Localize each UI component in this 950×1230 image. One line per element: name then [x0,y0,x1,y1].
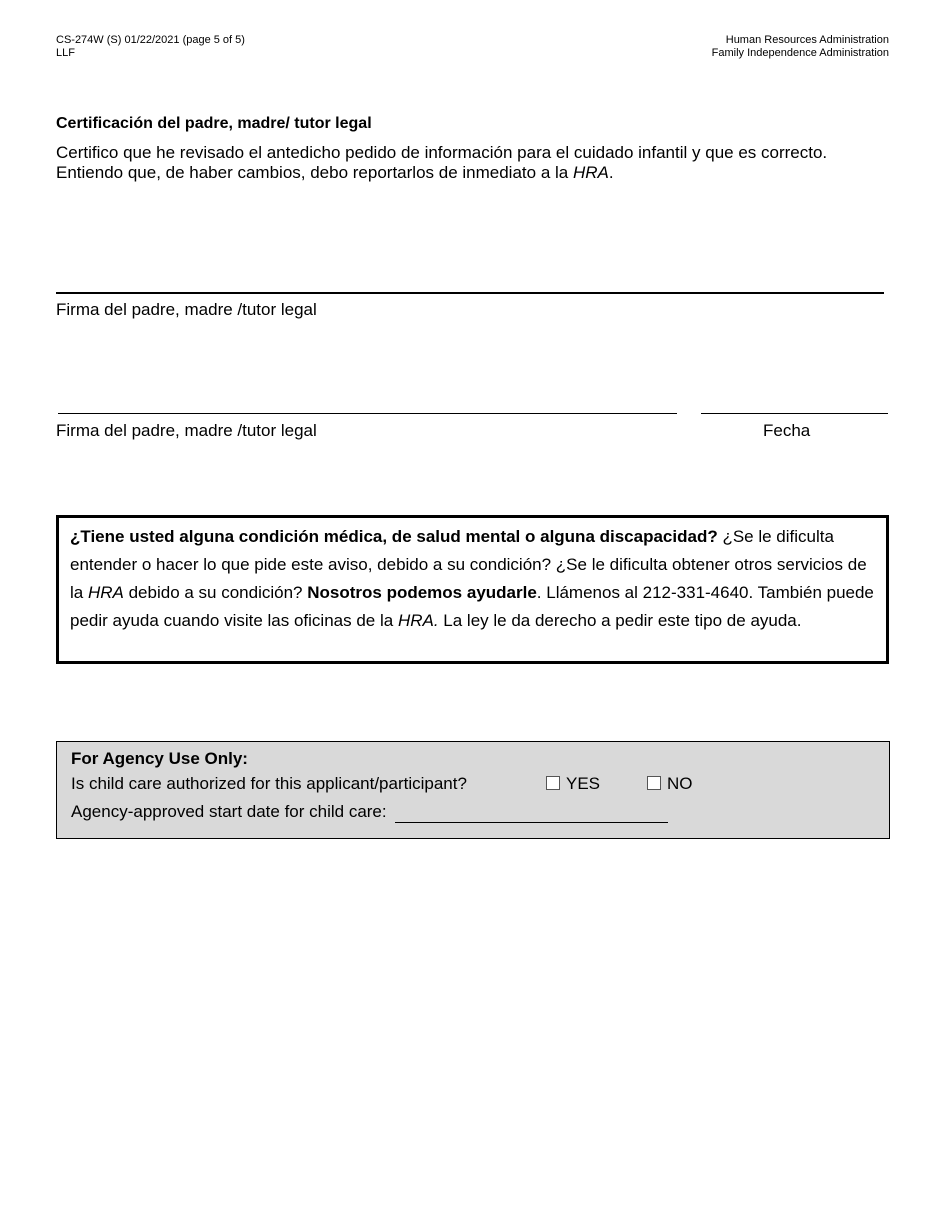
no-label: NO [667,774,693,793]
yes-option[interactable] [546,770,600,798]
notice-text-3: . Llámenos al 212-331-4640. También puede pedir ayuda cuando visite las oficinas de la [70,583,874,630]
certification-text: Certifico que he revisado el antedicho pedido de información para el cuidado infantil y que es correcto. Entiendo que, de haber cambios, debo reportarlos de inmediato a la [56,143,828,182]
start-date-label: Agency-approved start date for child care: [71,802,387,821]
certification-end: . [608,163,614,182]
signature-line-1[interactable] [56,292,884,294]
yes-label: YES [566,774,601,793]
signature-label-2: Firma del padre, madre /tutor legal [56,421,317,440]
start-date-field[interactable] [395,804,668,823]
no-option[interactable] [647,770,693,798]
accessibility-notice [56,515,889,664]
notice-text-1: ¿Se le dificulta entender o hacer lo que pide este aviso, debido a su condición? ¿Se le dificulta obtener otros servicios de la [70,527,867,602]
hra-abbrev: HRA [572,163,609,182]
signature-line-2[interactable] [58,413,677,414]
notice-text-4: La ley le da derecho a pedir este tipo de ayuda. [438,611,802,630]
date-line[interactable] [701,413,888,414]
notice-hra-2: HRA. [397,611,439,630]
agency-header [712,34,889,60]
agency-use-title: For Agency Use Only: [71,749,248,768]
yes-checkbox[interactable] [546,776,560,790]
signature-label-1: Firma del padre, madre /tutor legal [56,300,317,319]
no-checkbox[interactable] [647,776,661,790]
notice-help: Nosotros podemos ayudarle [307,583,537,602]
agency-name-line1: Human Resources Administration [725,34,889,46]
authorization-question: Is child care authorized for this applicant/participant? [71,774,467,793]
certification-body [56,143,856,183]
notice-question: ¿Tiene usted alguna condición médica, de salud mental o alguna discapacidad? [70,527,718,546]
start-date-row [71,798,875,826]
form-code: LLF [56,47,75,59]
form-identifier [56,34,245,60]
certification-title: Certificación del padre, madre/ tutor legal [56,115,372,132]
notice-hra-1: HRA [87,583,124,602]
authorization-row [71,770,875,798]
date-label: Fecha [763,421,811,440]
agency-use-box [56,741,890,839]
agency-name-line2: Family Independence Administration [711,47,889,59]
form-id: CS-274W (S) 01/22/2021 (page 5 of 5) [56,34,245,46]
notice-text-2: debido a su condición? [123,583,308,602]
